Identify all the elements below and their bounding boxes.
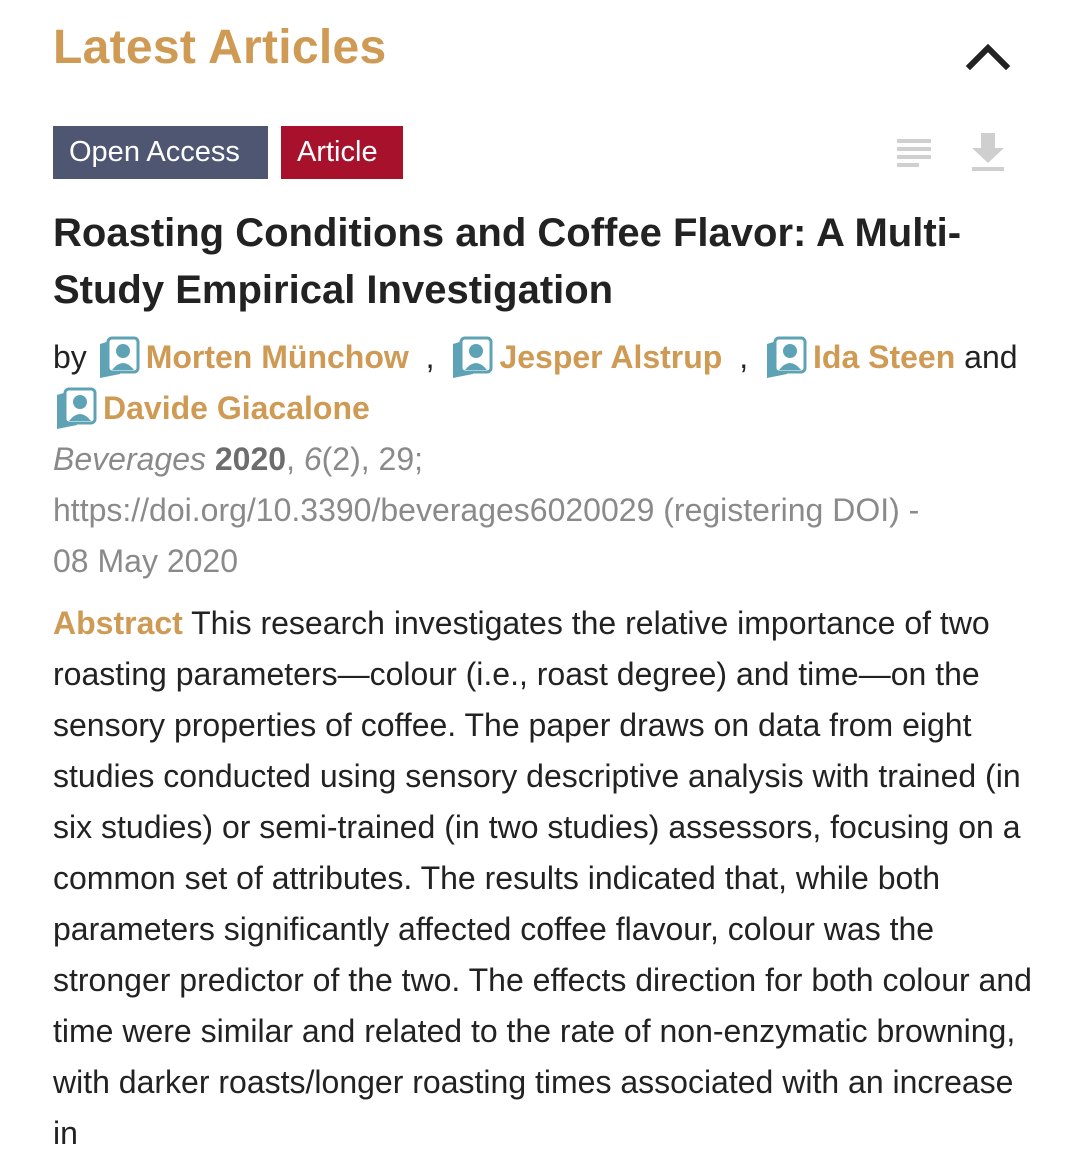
author-separator: , (739, 339, 749, 375)
chevron-up-icon (962, 36, 1014, 76)
citation-info: Beverages 2020, 6(2), 29; https://doi.org/10.3390/beverages6020029 (registering DOI) - 08 May 2020 (53, 441, 920, 579)
abstract-label: Abstract (53, 605, 183, 641)
journal-name: Beverages (53, 441, 206, 477)
by-label: by (53, 339, 87, 375)
author-link[interactable] (763, 339, 964, 375)
abstract-toggle-button[interactable] (893, 131, 935, 178)
volume: 6 (303, 441, 322, 477)
collapse-button[interactable] (962, 36, 1014, 76)
download-icon (968, 131, 1008, 173)
doi-link[interactable]: https://doi.org/10.3390/beverages6020029 (53, 492, 655, 528)
person-icon (96, 334, 142, 378)
author-list (53, 332, 1033, 434)
author-link[interactable] (449, 339, 731, 375)
open-access-badge: Open Access (53, 126, 268, 179)
article-title[interactable]: Roasting Conditions and Coffee Flavor: A Multi-Study Empirical Investigation (53, 211, 962, 312)
list-lines-icon (893, 131, 935, 173)
publication-year: 2020 (214, 441, 287, 477)
abstract (53, 598, 1043, 1159)
abstract-text: This research investigates the relative importance of two roasting parameters—colour (i.e., roast degree) and time—on the sensory properties of coffee. The paper draws on data from eight studies conducted using sensory descriptive analysis with trained (in six studies) or semi-trained (in two studies) assessors, focusing on a common set of attributes. The results indicated that, while both parameters significantly affected coffee flavour, colour was the stronger predictor of the two. The effects direction for both colour and time were similar and related to the rate of non-enzymatic browning, with darker roasts/longer roasting times associated with an increase in (53, 605, 1032, 1151)
person-icon (763, 334, 809, 378)
download-button[interactable] (968, 131, 1008, 178)
section-title: Latest Articles (53, 21, 387, 74)
person-icon (53, 385, 99, 429)
doi-note: (registering DOI) - (663, 492, 920, 528)
publication-date: 08 May 2020 (53, 543, 239, 579)
author-link[interactable] (53, 390, 370, 426)
author-separator: , (425, 339, 435, 375)
person-icon (449, 334, 495, 378)
and-label: and (964, 339, 1018, 375)
author-name: Ida Steen (813, 339, 956, 375)
author-name: Jesper Alstrup (499, 339, 723, 375)
author-name: Davide Giacalone (103, 390, 370, 426)
article-type-badge: Article (281, 126, 403, 179)
issue-pages: (2), 29; (321, 441, 424, 477)
author-name: Morten Münchow (145, 339, 409, 375)
author-link[interactable] (96, 339, 418, 375)
